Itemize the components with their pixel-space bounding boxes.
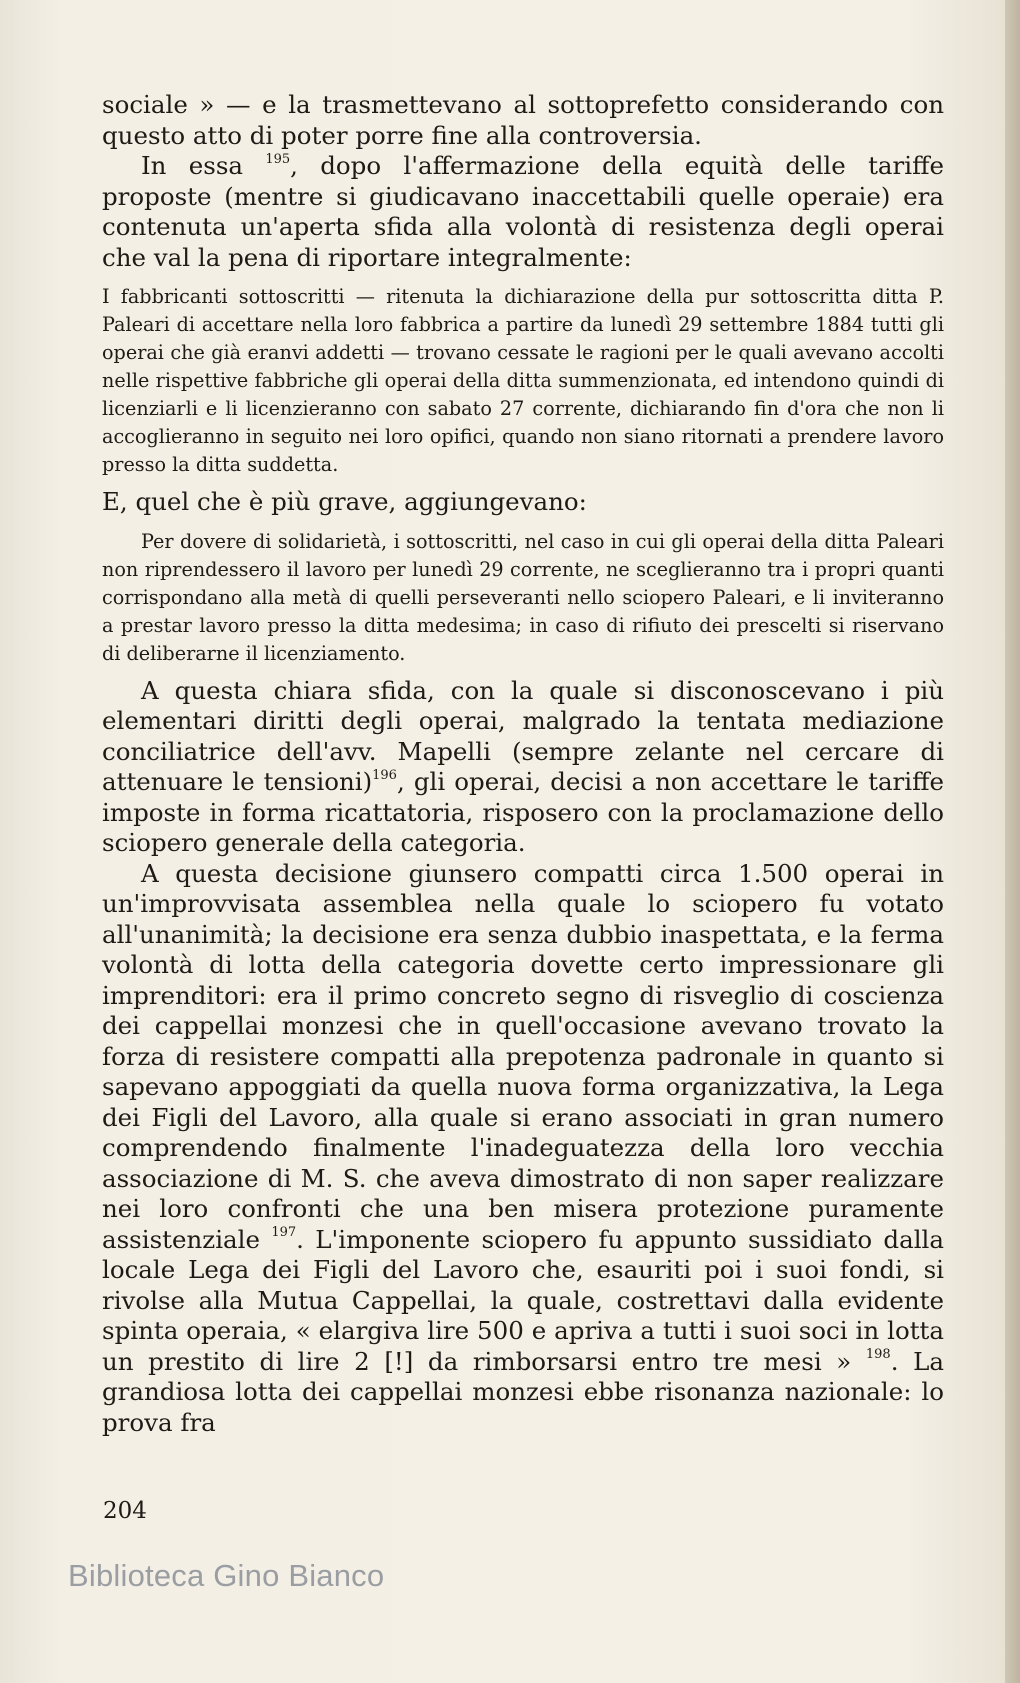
footnote-195: 195	[265, 151, 291, 167]
paragraph-2	[102, 151, 944, 273]
footnote-198: 198	[865, 1347, 891, 1363]
footnote-196: 196	[372, 767, 397, 783]
block-quote-2-text: Per dovere di solidarietà, i sottoscritti, nel caso in cui gli operai della ditta Paleari non riprendessero il lavoro per lunedì 29 corrente, ne sceglieranno tra i propri quanti corrispondano alla metà di quelli perseveranti nello sciopero Paleari, e li inviteranno a prestar lavoro presso la ditta medesima; in caso di rifiuto dei prescelti si riservano di deliberarne il licenziamento.	[102, 529, 944, 665]
paragraph-5	[102, 859, 944, 1439]
paragraph-5-text-b: . L'imponente sciopero fu appunto sussidiato dalla locale Lega dei Figli del Lavoro che, esauriti poi i suoi fondi, si rivolse alla Mutua Cappellai, la quale, costrettavi dalla evidente spinta operaia, « elargiva lire 500 e apriva a tutti i suoi soci in lotta un prestito di lire 2 [!] da rimborsarsi entro tre mesi »	[102, 1224, 944, 1376]
paragraph-5-text-a: A questa decisione giunsero compatti circa 1.500 operai in un'improvvisata assemblea nella quale lo sciopero fu votato all'unanimità; la decisione era senza dubbio inaspettata, e la ferma volontà di lotta della categoria dovette certo impressionare gli imprenditori: era il primo concreto segno di risveglio di coscienza dei cappellai monzesi che in quell'occasione avevano trovato la forza di resistere compatti alla prepotenza padronale in quanto si sapevano appoggiati da quella nuova forma organizzativa, la Lega dei Figli del Lavoro, alla quale si erano associati in gran numero comprendendo finalmente l'inadeguatezza della loro vecchia associazione di M. S. che aveva dimostrato di non saper realizzare nei loro confronti che una ben misera protezione puramente assistenziale	[102, 858, 944, 1254]
page-edge	[1005, 0, 1020, 1683]
footnote-197: 197	[271, 1225, 297, 1241]
block-quote-1-text: I fabbricanti sottoscritti — ritenuta la dichiarazione della pur sottoscritta ditta P. Paleari di accettare nella loro fabbrica a partire da lunedì 29 settembre 1884 tutti gli operai che già eranvi addetti — trovano cessate le ragioni per le quali avevano accolti nelle rispettive fabbriche gli operai della ditta summenzionata, ed intendono quindi di licenziarli e li licenzieranno con sabato 27 corrente, dichiarando fin d'ora che non li accoglieranno in seguito nei loro opifici, quando non siano ritornati a prendere lavoro presso la ditta suddetta.	[102, 285, 944, 476]
page-number: 204	[103, 1498, 147, 1524]
paragraph-4-text-a: A questa chiara sfida, con la quale si disconoscevano i più elementari diritti degli operai, malgrado la tentata mediazione conciliatrice dell'avv. Mapelli (sempre zelante nel cercare di attenuare le tensioni)	[102, 675, 944, 796]
paragraph-2-text-a: In essa	[141, 151, 266, 180]
paragraph-4	[102, 676, 944, 859]
paragraph-3-text: E, quel che è più grave, aggiungevano:	[102, 487, 587, 516]
paragraph-4-text-b: , gli operai, decisi a non accettare le tariffe imposte in forma ricattatoria, risposero con la proclamazione dello sciopero generale della categoria.	[102, 767, 944, 857]
paragraph-5-text-c: . La grandiosa lotta dei cappellai monzesi ebbe risonanza nazionale: lo prova fra	[102, 1346, 944, 1437]
paragraph-2-text-b: , dopo l'affermazione della equità delle tariffe proposte (mentre si giudicavano inaccettabili quelle operaie) era contenuta un'aperta sfida alla volontà di resistenza degli operai che val la pena di riportare integralmente:	[102, 151, 944, 272]
text-block	[102, 90, 944, 1438]
paragraph-1-text: sociale » — e la trasmettevano al sottoprefetto considerando con questo atto di poter porre fine alla controversia.	[102, 90, 944, 150]
block-quote-1	[102, 283, 944, 479]
block-quote-2	[102, 528, 944, 668]
paragraph-3	[102, 487, 944, 518]
paragraph-1	[102, 90, 944, 151]
library-watermark: Biblioteca Gino Bianco	[68, 1558, 385, 1593]
